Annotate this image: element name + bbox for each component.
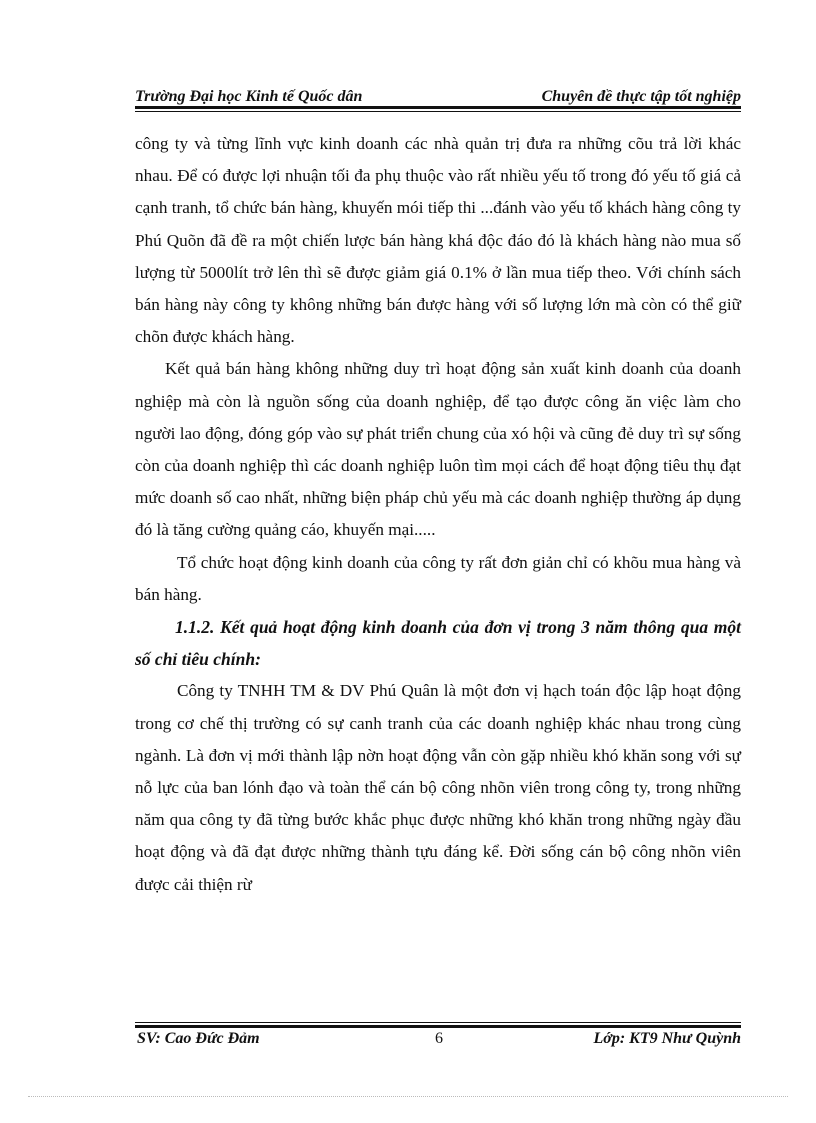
header-rule-thick (135, 106, 741, 109)
footer-class: Lớp: KT9 Như Quỳnh (593, 1030, 741, 1047)
footer-student: SV: Cao Đức Đảm (137, 1030, 260, 1047)
header-report-title: Chuyên đề thực tập tốt nghiệp (541, 88, 741, 105)
paragraph-1: công ty và từng lĩnh vực kinh doanh các nhà quản trị đưa ra những cõu trả lời khác nhau. Để có được lợi nhuận tối đa phụ thuộc vào rất nhiều yếu tố trong đó yếu tố giá cả cạnh tranh, tổ chức bán hàng, khuyến mói tiếp thi ...đánh vào yếu tố khách hàng công ty Phú Quõn đã đề ra một chiến lược bán hàng khá độc đáo đó là khách hàng nào mua số lượng từ 5000lít trở lên thì sẽ được giảm giá 0.1% ở lần mua tiếp theo. Với chính sách bán hàng này công ty không những bán được hàng với số lượng lớn mà còn có thể giữ chõn được khách hàng. (135, 134, 741, 347)
paragraph-2: Kết quả bán hàng không những duy trì hoạt động sản xuất kinh doanh của doanh nghiệp mà còn là nguồn sống của doanh nghiệp, để tạo được công ăn việc làm cho người lao động, đóng góp vào sự phát triển chung của xó hội và cũng đẻ duy trì sự sống còn của doanh nghiệp thì các doanh nghiệp luôn tìm mọi cách để hoạt động tiêu thụ đạt mức doanh số cao nhất, những biện pháp chủ yếu mà các doanh nghiệp thường áp dụng đó là tăng cường quảng cáo, khuyến mại..... (135, 359, 741, 540)
bottom-dotted-divider (28, 1096, 788, 1097)
page-number: 6 (435, 1030, 443, 1047)
footer-rule-thick (135, 1025, 741, 1028)
page-body (135, 128, 741, 901)
header-rule-thin (135, 111, 741, 112)
footer-rule-thin (135, 1022, 741, 1023)
page-footer (135, 1030, 741, 1054)
paragraph-4: Công ty TNHH TM & DV Phú Quân là một đơn vị hạch toán độc lập hoạt động trong cơ chế thị trường có sự canh tranh của các doanh nghiệp khác nhau trong cùng ngành. Là đơn vị mới thành lập nờn hoạt động vẫn còn gặp nhiều khó khăn song với sự nỗ lực của ban lónh đạo và toàn thể cán bộ công nhõn viên trong công ty, trong những năm qua công ty đã từng bước khắc phục được những khó khăn trong những ngày đầu hoạt động và đã đạt được những thành tựu đáng kể. Đời sống cán bộ công nhõn viên được cải thiện rừ (135, 681, 741, 894)
section-heading: 1.1.2. Kết quả hoạt động kinh doanh của đơn vị trong 3 năm thông qua một số chỉ tiêu chính: (135, 617, 741, 670)
header-university: Trường Đại học Kinh tế Quốc dân (135, 88, 363, 105)
paragraph-3: Tổ chức hoạt động kinh doanh của công ty rất đơn giản chỉ có khõu mua hàng và bán hàng. (135, 552, 741, 604)
page-header (135, 82, 741, 106)
